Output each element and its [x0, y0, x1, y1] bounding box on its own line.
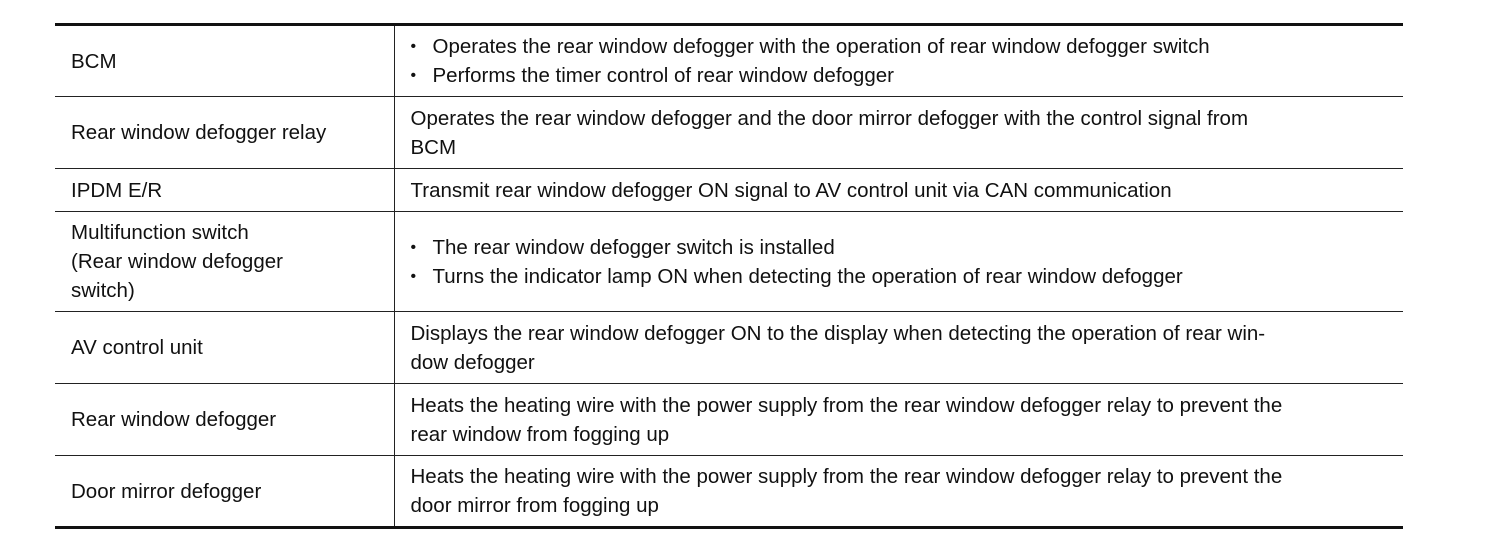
component-description	[394, 25, 1403, 97]
component-name: Door mirror defogger	[55, 456, 394, 528]
component-function-table	[55, 23, 1403, 529]
component-name: Rear window defogger	[55, 384, 394, 456]
table-row-av-control-unit	[55, 312, 1403, 384]
description-line: door mirror from fogging up	[410, 494, 659, 517]
component-name: AV control unit	[55, 312, 394, 384]
component-name: BCM	[55, 25, 394, 97]
component-name-line: switch)	[71, 279, 135, 302]
description-line: Heats the heating wire with the power supply from the rear window defogger relay to prevent the	[410, 393, 1283, 417]
component-name: IPDM E/R	[55, 169, 394, 212]
component-description	[394, 212, 1403, 312]
description-bullet-list	[411, 233, 1394, 291]
component-description	[394, 384, 1403, 456]
component-description	[394, 456, 1403, 528]
component-name	[55, 212, 394, 312]
bullet-item: • The rear window defogger switch is installed	[411, 233, 1394, 262]
component-name: Rear window defogger relay	[55, 97, 394, 169]
bullet-item: • Turns the indicator lamp ON when detecting the operation of rear window defogger	[411, 262, 1394, 291]
bullet-item: • Performs the timer control of rear window defogger	[411, 61, 1394, 90]
description-bullet-list	[411, 32, 1394, 90]
description-line: Operates the rear window defogger and the door mirror defogger with the control signal from	[410, 106, 1249, 130]
table-row-multifunction-switch	[55, 212, 1403, 312]
description-line: rear window from fogging up	[410, 422, 670, 446]
table-row-door-mirror-defogger	[55, 456, 1403, 528]
description-line: dow defogger	[410, 350, 535, 374]
description-line: Heats the heating wire with the power supply from the rear window defogger relay to prevent the	[410, 465, 1283, 488]
table-row-bcm	[55, 25, 1403, 97]
component-description	[394, 312, 1403, 384]
description-line: Displays the rear window defogger ON to the display when detecting the operation of rear win-	[410, 321, 1266, 345]
component-name-line: Multifunction switch	[71, 221, 249, 244]
table-row-rear-window-defogger	[55, 384, 1403, 456]
bullet-item: • Operates the rear window defogger with the operation of rear window defogger switch	[411, 32, 1394, 61]
component-description	[394, 169, 1403, 212]
description-line: BCM	[410, 135, 457, 159]
component-description	[394, 97, 1403, 169]
table-row-ipdm-er	[55, 169, 1403, 212]
description-line: Transmit rear window defogger ON signal to AV control unit via CAN communication	[410, 178, 1172, 202]
component-name-line: (Rear window defogger	[71, 250, 283, 273]
table-row-rear-window-defogger-relay	[55, 97, 1403, 169]
